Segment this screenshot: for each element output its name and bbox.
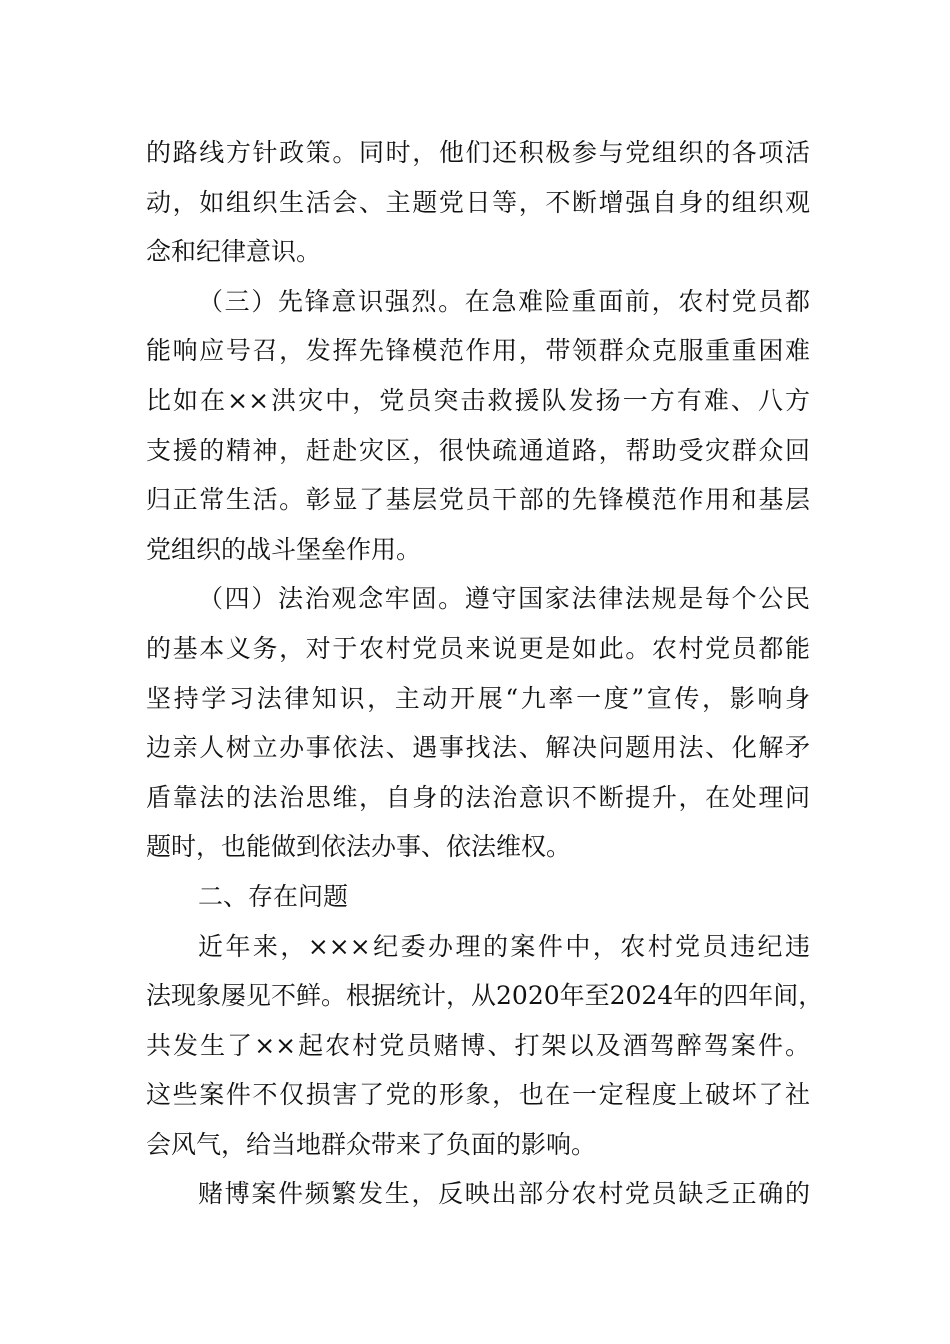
paragraph-heading-4: （四）法治观念牢固。遵守国家法律法规是每个公民	[198, 584, 810, 614]
text-line: 法现象屡见不鲜。根据统计，从2020年至2024年的四年间，	[146, 981, 824, 1011]
text-line: 动，如组织生活会、主题党日等，不断增强自身的组织观	[146, 187, 810, 217]
text-line: 题时，也能做到依法办事、依法维权。	[146, 832, 572, 862]
section-heading: 二、存在问题	[198, 881, 349, 911]
paragraph-heading-3: （三）先锋意识强烈。在急难险重面前，农村党员都	[198, 286, 810, 316]
text-line: 近年来，×××纪委办理的案件中，农村党员违纪违	[198, 931, 810, 961]
text-line: 边亲人树立办事依法、遇事找法、解决问题用法、化解矛	[146, 733, 810, 763]
text-line: 念和纪律意识。	[146, 237, 322, 267]
text-line: 支援的精神，赶赴灾区，很快疏通道路，帮助受灾群众回	[146, 435, 810, 465]
text-line: 党组织的战斗堡垒作用。	[146, 534, 422, 564]
document-body	[146, 128, 824, 1219]
text-line: 归正常生活。彰显了基层党员干部的先锋模范作用和基层	[146, 485, 810, 515]
text-line: 的基本义务，对于农村党员来说更是如此。农村党员都能	[146, 633, 810, 663]
text-line: 能响应号召，发挥先锋模范作用，带领群众克服重重困难	[146, 336, 810, 366]
text-line: 坚持学习法律知识，主动开展“九率一度”宣传，影响身	[146, 683, 810, 713]
text-line: 比如在××洪灾中，党员突击救援队发扬一方有难、八方	[146, 385, 810, 415]
text-line: 的路线方针政策。同时，他们还积极参与党组织的各项活	[146, 138, 810, 167]
text-line: 会风气，给当地群众带来了负面的影响。	[146, 1129, 597, 1159]
text-line: 赌博案件频繁发生，反映出部分农村党员缺乏正确的	[198, 1179, 810, 1209]
text-line: 共发生了××起农村党员赌博、打架以及酒驾醉驾案件。	[146, 1030, 810, 1060]
text-line: 盾靠法的法治思维，自身的法治意识不断提升，在处理问	[146, 782, 810, 812]
text-line: 这些案件不仅损害了党的形象，也在一定程度上破坏了社	[146, 1080, 810, 1110]
